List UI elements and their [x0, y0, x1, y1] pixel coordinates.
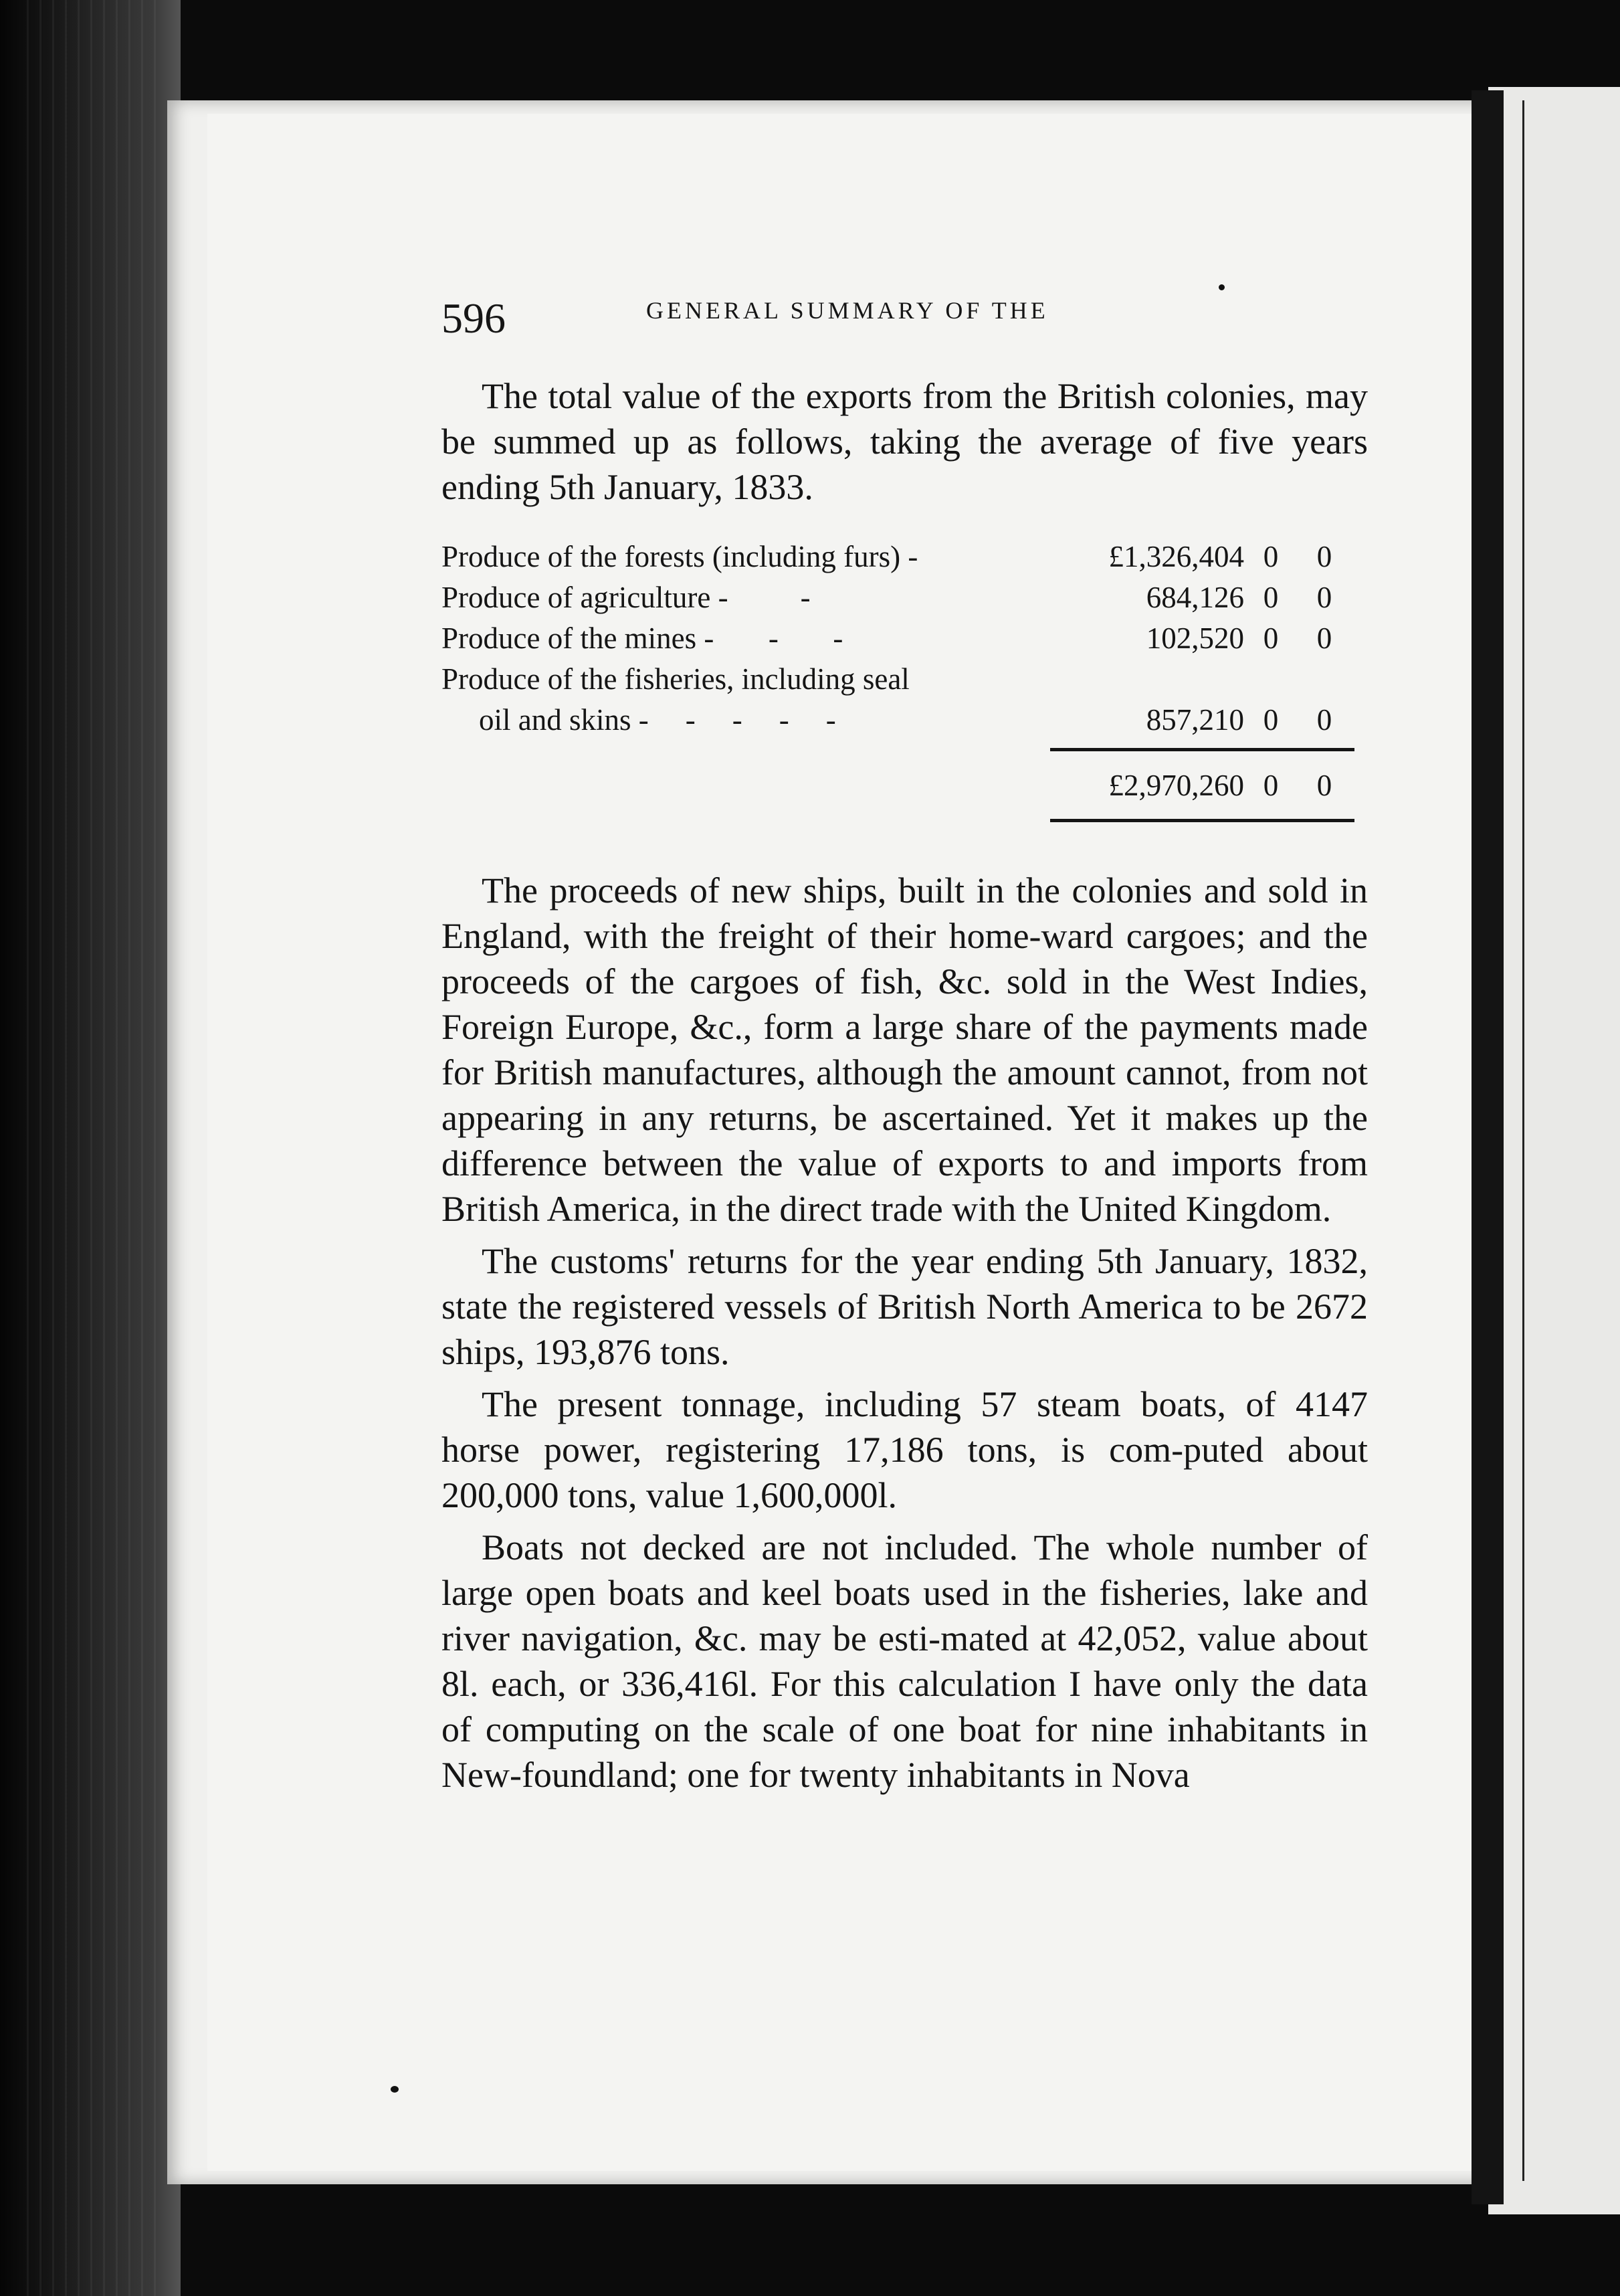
body-paragraph: The proceeds of new ships, built in the colonies and sold in England, with the freight of their home-ward cargoes; and the proceeds of the cargoes of fish, &c. sold in the West Indies, Foreign Europe, &c., form a large share of the payments made for British manufactures, although the amount cannot, from not appearing in any returns, be ascertained. Yet it makes up the difference between the value of exports to and imports from British America, in the direct trade with the United Kingdom. [441, 870, 1368, 1229]
row-pence: 0 [1316, 703, 1332, 737]
body-paragraph: Boats not decked are not included. The whole number of large open boats and keel boats used in the fisheries, lake and river navigation, &c. may be esti-mated at 42,052, value about 8l. each, or 336,416l. For this calculation I have only the data of computing on the scale of one boat for nine inhabitants in New-foundland; one for twenty inhabitants in Nova [441, 1527, 1368, 1795]
total-amount: £2,970,260 [1108, 768, 1244, 802]
table-row [441, 700, 1354, 741]
facing-page-gutter-line [1522, 100, 1524, 2181]
row-amount: £1,326,404 [1108, 540, 1244, 573]
row-shillings: 0 [1263, 621, 1279, 655]
page-header [441, 274, 1368, 341]
page-number: 596 [441, 294, 506, 342]
running-head: GENERAL SUMMARY OF THE [646, 297, 1049, 324]
table-row [441, 577, 1354, 618]
body-paragraph: The customs' returns for the year ending 5th January, 1832, state the registered vessels of British North America to be 2672 ships, 193,876 tons. [441, 1241, 1368, 1372]
row-shillings: 0 [1263, 581, 1279, 614]
row-shillings: 0 [1263, 703, 1279, 737]
row-label: oil and skins - - - - - [479, 703, 837, 737]
rule-line [1050, 748, 1354, 751]
row-shillings: 0 [1263, 540, 1279, 573]
total-row [441, 758, 1354, 813]
sum-rule [441, 741, 1354, 758]
book-binding-shadow [1472, 90, 1504, 2204]
row-label: Produce of the fisheries, including seal [441, 662, 910, 696]
rule-line [1050, 819, 1354, 824]
exports-table [441, 537, 1354, 830]
row-label: Produce of agriculture - - [441, 581, 812, 614]
body-paragraph: The present tonnage, including 57 steam boats, of 4147 horse power, registering 17,186 tons, is com-puted about 200,000 tons, value 1,600,000l. [441, 1384, 1368, 1515]
page-text [441, 274, 1368, 1798]
total-pence: 0 [1316, 768, 1332, 802]
facing-page-edge [1488, 87, 1620, 2214]
row-amount: 857,210 [1146, 703, 1244, 737]
row-amount: 684,126 [1146, 581, 1244, 614]
page-edge-streaks [27, 0, 161, 2296]
total-rule [441, 813, 1354, 830]
row-label: Produce of the forests (including furs) - [441, 540, 920, 573]
table-row [441, 659, 1354, 700]
row-pence: 0 [1316, 540, 1332, 573]
row-pence: 0 [1316, 621, 1332, 655]
table-row [441, 618, 1354, 659]
row-amount: 102,520 [1146, 621, 1244, 655]
intro-paragraph: The total value of the exports from the British colonies, may be summed up as follows, taking the average of five years ending 5th January, 1833. [441, 376, 1368, 507]
total-shillings: 0 [1263, 768, 1279, 802]
row-pence: 0 [1316, 581, 1332, 614]
table-row [441, 537, 1354, 577]
row-label: Produce of the mines - - - [441, 621, 845, 655]
ink-speck [391, 2086, 399, 2093]
